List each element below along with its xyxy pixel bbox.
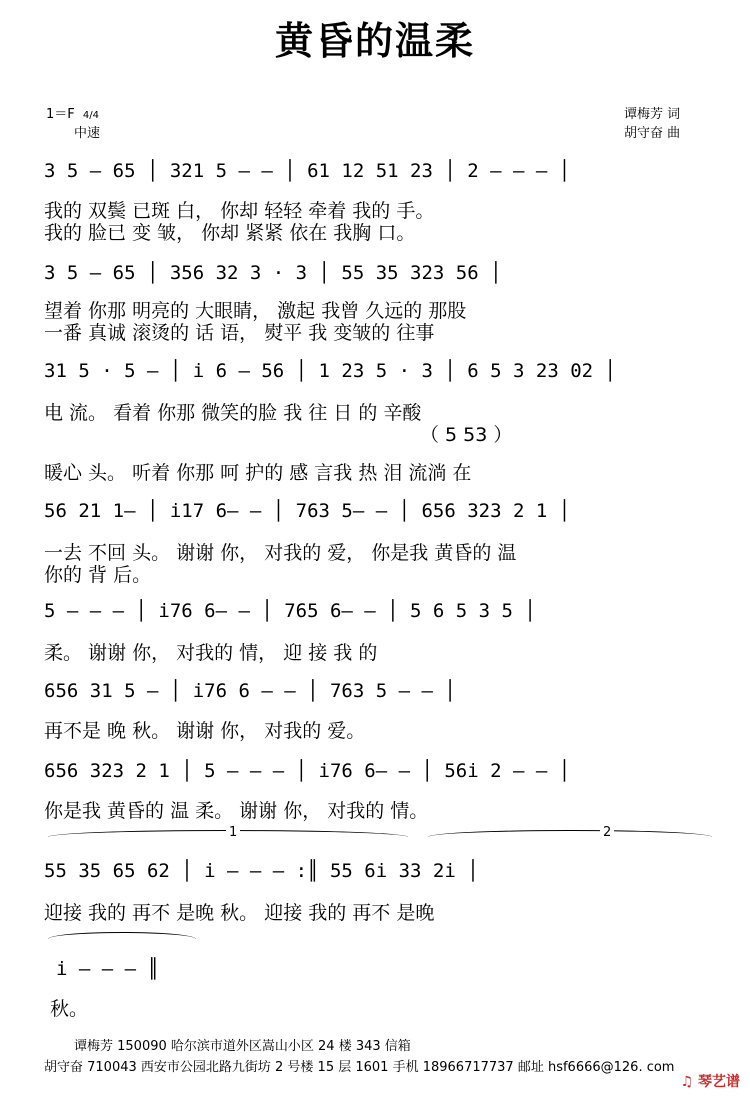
notes-line-8: 55 35 65 62 │ i — — — :║ 55 6i 33 2i │ bbox=[44, 860, 479, 882]
paren-notes: （ 5 53 ） bbox=[420, 424, 513, 446]
lyric-text: 望着 你那 明亮的 大眼睛， 激起 我曾 久远的 那股 bbox=[44, 300, 467, 322]
lyric-text: 柔。 谢谢 你， 对我的 情， 迎 接 我 的 bbox=[44, 642, 378, 664]
volta-1-label: 1 bbox=[226, 825, 240, 840]
lyricist-credit: 谭梅芳 词 bbox=[624, 107, 681, 122]
lyric-text: 一去 不回 头。 谢谢 你， 对我的 爱， 你是我 黄昏的 温 bbox=[44, 542, 517, 564]
lyric-text: 电 流。 看着 你那 微笑的脸 我 往 日 的 辛酸 bbox=[44, 402, 422, 424]
notation-line-3 bbox=[0, 360, 750, 386]
lyric-line-2b bbox=[0, 318, 750, 344]
lyric-line-6 bbox=[0, 716, 750, 742]
song-title: 黄昏的温柔 bbox=[274, 19, 475, 63]
notes-line-5: 5 — — — │ i76 6— — │ 765 6— — │ 5 6 5 3 5 │ bbox=[44, 600, 536, 622]
ending-bracket bbox=[48, 932, 196, 939]
lyric-text: 秋。 bbox=[50, 998, 89, 1020]
lyric-text: 再不是 晚 秋。 谢谢 你， 对我的 爱。 bbox=[44, 720, 366, 742]
lyricist-address: 谭梅芳 150090 哈尔滨市道外区嵩山小区 24 楼 343 信箱 bbox=[74, 1039, 411, 1054]
lyric-text: 一番 真诚 滚烫的 话 语， 熨平 我 变皱的 往事 bbox=[44, 322, 435, 344]
lyric-line-7 bbox=[0, 796, 750, 822]
music-note-icon: ♫ bbox=[680, 1074, 694, 1090]
notes-line-7: 656 323 2 1 │ 5 — — — │ i76 6— — │ 56i 2 — — │ bbox=[44, 760, 571, 782]
volta-2-bracket bbox=[428, 830, 712, 837]
lyric-line-8 bbox=[0, 898, 750, 924]
notation-line-5 bbox=[0, 600, 750, 626]
notation-line-2 bbox=[0, 262, 750, 288]
lyric-text: 我的 脸已 变 皱， 你却 紧紧 依在 我胸 口。 bbox=[44, 222, 416, 244]
lyric-line-3b bbox=[0, 458, 750, 484]
composer-address: 胡守奋 710043 西安市公园北路九街坊 2 号楼 15 层 1601 手机 18966717737 邮址 hsf6666@126. com bbox=[44, 1060, 675, 1075]
notes-line-4: 56 21 1— │ i17 6— — │ 763 5— — │ 656 323 2 1 │ bbox=[44, 500, 571, 522]
key-label: 1＝F bbox=[46, 107, 75, 122]
notes-line-1: 3 5 — 65 │ 321 5 — — │ 61 12 51 23 │ 2 — — — │ bbox=[44, 160, 571, 182]
notes-line-2: 3 5 — 65 │ 356 32 3 · 3 │ 55 35 323 56 │ bbox=[44, 262, 502, 284]
time-signature: 4/4 bbox=[82, 110, 99, 121]
volta-2-label: 2 bbox=[600, 825, 614, 840]
notation-line-6 bbox=[0, 680, 750, 706]
lyric-line-3-paren bbox=[0, 420, 750, 446]
lyric-text: 迎接 我的 再不 是晚 秋。 迎接 我的 再不 是晚 bbox=[44, 902, 435, 924]
lyric-line-4b bbox=[0, 560, 750, 586]
notation-line-7 bbox=[0, 760, 750, 786]
notation-line-4 bbox=[0, 500, 750, 526]
composer-credit: 胡守奋 曲 bbox=[624, 126, 681, 141]
key-signature bbox=[46, 103, 99, 122]
notes-line-9: i — — — ║ bbox=[56, 958, 159, 980]
notation-line-1 bbox=[0, 160, 750, 186]
lyric-text: 你的 背 后。 bbox=[44, 564, 152, 586]
notes-line-6: 656 31 5 — │ i76 6 — — │ 763 5 — — │ bbox=[44, 680, 456, 702]
lyric-line-9 bbox=[0, 994, 750, 1020]
lyric-text: 暖心 头。 听着 你那 呵 护的 感 言我 热 泪 流淌 在 bbox=[44, 462, 472, 484]
notes-line-3: 31 5 · 5 — │ i 6 — 56 │ 1 23 5 · 3 │ 6 5 3 23 02 │ bbox=[44, 360, 616, 382]
notation-line-9 bbox=[0, 958, 750, 984]
watermark-text: 琴艺谱 bbox=[698, 1074, 740, 1090]
lyric-text: 你是我 黄昏的 温 柔。 谢谢 你， 对我的 情。 bbox=[44, 800, 429, 822]
lyric-text: 我的 双鬓 已斑 白， 你却 轻轻 牵着 我的 手。 bbox=[44, 200, 435, 222]
tempo-marking: 中速 bbox=[74, 126, 101, 141]
lyric-line-1b bbox=[0, 218, 750, 244]
lyric-line-5 bbox=[0, 638, 750, 664]
watermark-logo bbox=[681, 1071, 740, 1091]
notation-line-8 bbox=[0, 860, 750, 886]
